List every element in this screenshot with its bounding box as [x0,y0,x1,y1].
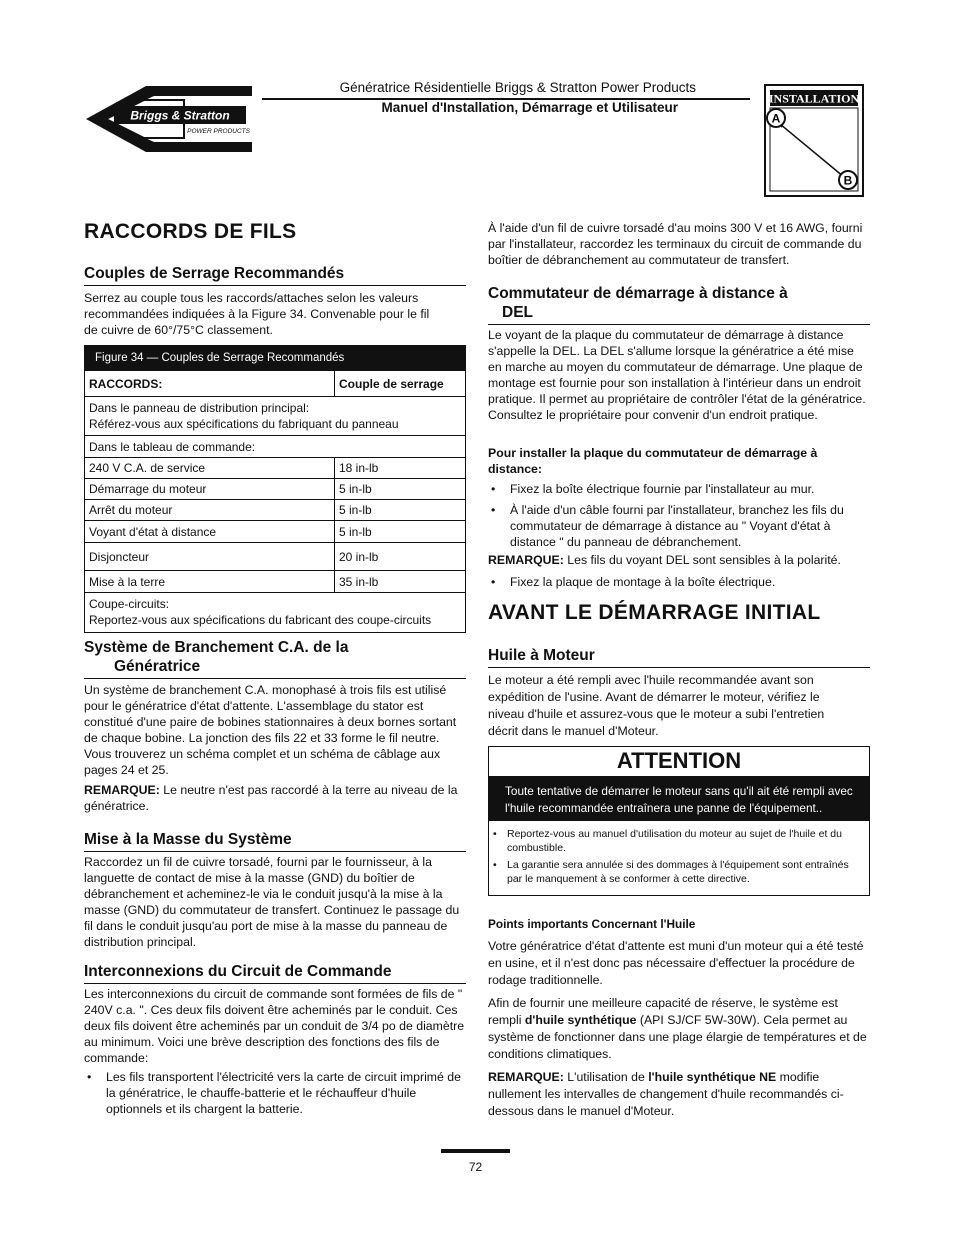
row-value: 35 in-lb [335,571,466,593]
points-text2 [488,995,870,1063]
header-subtitle: Manuel d'Installation, Démarrage et Utilisateur [381,100,678,115]
note-text: Les fils du voyant DEL sont sensibles à la polarité. [563,553,841,567]
heading-systeme-b: Génératrice [114,658,201,675]
heading-commutateur [488,284,870,325]
panel-line2: Référez-vous aux spécifications du fabriquant du panneau [89,417,399,431]
briggs-stratton-logo [84,84,254,154]
brand-name: Briggs & Stratton [130,108,230,123]
list-item: • Reportez-vous au manuel d'utilisation du moteur au sujet de l'huile et du combustible. [489,827,861,855]
commutateur-bullets [488,481,870,550]
row-value: 18 in-lb [335,458,466,479]
row-value: 5 in-lb [335,479,466,500]
list-item: • La garantie sera annulée si des dommages à l'équipement sont entraînés par le manquement à se conformer à cette directive. [489,858,861,886]
panel-line1: Dans le panneau de distribution principal: [89,401,310,415]
points-text2-a: Afin de fournir une meilleure capacité de réserve, le système est rempli [488,996,838,1027]
tableau-row: Dans le tableau de commande: [85,436,465,458]
list-item: • Fixez la boîte électrique fournie par l'installateur au mur. [488,481,870,497]
note-text: Le neutre n'est pas raccordé à la terre au niveau de la génératrice. [84,783,458,813]
note-c: modifie nullement les intervalles de changement d'huile recommandés ci-dessous dans le manuel d'Moteur. [488,1070,844,1118]
note-a: L'utilisation de [563,1070,649,1084]
attention-warning: Toute tentative de démarrer le moteur sans qu'il ait été rempli avec l'huile recommandée entraînera une panne de l'équipement.. [489,777,869,821]
heading-inter: Interconnexions du Circuit de Commande [84,962,466,984]
header-title: Génératrice Résidentielle Briggs & Stratton Power Products [339,80,696,95]
systeme-note [84,782,462,814]
coupe-row [85,593,465,632]
badge-title: INSTALLATION [768,91,860,106]
badge-a: A [771,111,781,126]
masse-text: Raccordez un fil de cuivre torsadé, fourni par le fournisseur, à la languette de contact de mise à la masse (GND) du boîtier de débranchement et acheminez-le via le conduit jusqu'à la mise à la masse (GND) du commutateur de transfert. Continuez le passage du fil dans le conduit jusqu'au port de mise à la masse du panneau de distribution principal. [84,855,460,949]
panel-row [85,397,465,436]
section-title-raccords: RACCORDS DE FILS [84,220,297,243]
couples-text: Serrez au couple tous les raccords/attaches selon les valeurs recommandées indiquées à la Figure 34. Convenable pour le fil de cuivre de 60°/75°C classement. [84,291,430,337]
col-header-couple: Couple de serrage [335,371,466,397]
attention-title: ATTENTION [489,747,869,777]
heading-systeme-a: Système de Branchement C.A. de la [84,639,349,656]
attention-box [488,746,870,896]
list-item: • Les fils transportent l'électricité vers la carte de circuit imprimé de la génératrice, le chauffe-batterie et le réchauffeur d'huile optionnels et ils chargent la batterie. [84,1069,466,1117]
huile-text: Le moteur a été rempli avec l'huile recommandée avant son expédition de l'usine. Avant de démarrer le moteur, vérifiez le niveau d'huile et assurez-vous que le moteur a subi l'entretien décrit dans le manuel d'Moteur. [488,673,825,738]
installation-badge [764,84,864,197]
row-value: 20 in-lb [335,543,466,571]
note-label: REMARQUE: [488,553,564,567]
row-label: Démarrage du moteur [85,479,335,500]
page-number: 72 [468,1160,483,1174]
heading-masse: Mise à la Masse du Système [84,830,466,852]
figure-caption: Figure 34 — Couples de Serrage Recommandés [85,346,465,370]
table-row [85,500,465,521]
note-b: l'huile synthétique NE [648,1070,777,1084]
commutateur-text: Le voyant de la plaque du commutateur de démarrage à distance s'appelle la DEL. La DEL s'allume lorsque la génératrice a été mise en marche au moyen du commutateur de démarrage. Une plaque de montage est fournie pour son installation à l'intérieur dans un endroit pratique. Il permet au propriétaire de contrôler l'état de la génératrice. Consultez le propriétaire pour convenir d'un endroit pratique. [488,328,866,422]
note-label: REMARQUE: [84,783,160,797]
row-label: Arrêt du moteur [85,500,335,521]
heading-systeme [84,638,466,679]
row-label: Disjoncteur [85,543,335,571]
row-label: 240 V C.A. de service [85,458,335,479]
list-item: • À l'aide d'un câble fourni par l'installateur, branchez les fils du commutateur de démarrage à distance au " Voyant d'état à distance " du panneau de débranchement. [488,502,870,550]
attention-bullets [489,821,869,895]
table-row [85,571,465,593]
table-row [85,458,465,479]
points-text2-c: (API SJ/CF 5W-30W). Cela permet au système de fonctionner dans une plage élargie de températures et de conditions climatiques. [488,1013,867,1061]
brand-tagline: POWER PRODUCTS [187,128,250,135]
row-value: 5 in-lb [335,521,466,543]
points-label: Points importants Concernant l'Huile [488,917,696,931]
col-header-raccords: RACCORDS: [85,371,335,397]
commutateur-bullets-2 [488,574,870,590]
footer-rule [441,1149,510,1153]
intro-text: À l'aide d'un fil de cuivre torsadé d'au moins 300 V et 16 AWG, fourni par l'installateur, raccordez les terminaux du circuit de commande du boîtier de débranchement au commutateur de transfert. [488,221,863,267]
inter-text: Les interconnexions du circuit de commande sont formées de fils de " 240V c.a. ". Ces deux fils doivent être acheminés par le conduit. Ces deux fils doivent être acheminés par un conduit de 3/4 po de diamètre au minimum. Voici une brève description des fonctions des fils de commande: [84,987,465,1065]
badge-b: B [843,173,853,188]
commutateur-note [488,552,870,568]
systeme-text: Un système de branchement C.A. monophasé à trois fils est utilisé pour le génératrice d'état d'attente. L'assemblage du stator est constitué d'une paire de bobines stationnaires à deux bornes sortant de chaque bobine. La jonction des fils 22 et 33 forme le fil neutre. Vous trouverez un schéma complet et un schéma de câblage aux pages 24 et 25. [84,683,457,777]
row-value: 5 in-lb [335,500,466,521]
inter-bullets [84,1069,466,1117]
points-text1: Votre génératrice d'état d'attente est muni d'un moteur qui a été testé en usine, et il n'est donc pas nécessaire d'effectuer la procédure de rodage traditionnelle. [488,939,864,987]
note-label: REMARQUE: [488,1070,564,1084]
coupe-line1: Coupe-circuits: [89,597,170,612]
row-label: Mise à la terre [85,571,335,593]
heading-couples: Couples de Serrage Recommandés [84,264,466,286]
table-row [85,543,465,571]
table-row [85,479,465,500]
heading-huile: Huile à Moteur [488,646,870,668]
heading-commutateur-a: Commutateur de démarrage à distance à [488,285,788,302]
points-text2-b: d'huile synthétique [524,1013,637,1027]
section-title-avant: AVANT LE DÉMARRAGE INITIAL [488,601,821,624]
points-note [488,1069,870,1120]
coupe-line2: Reportez-vous aux spécifications du fabricant des coupe-circuits [89,613,432,628]
row-label: Voyant d'état à distance [85,521,335,543]
install-label: Pour installer la plaque du commutateur de démarrage à distance: [488,446,818,476]
torque-table [84,345,466,633]
heading-commutateur-b: DEL [502,304,533,321]
table-row [85,521,465,543]
list-item: • Fixez la plaque de montage à la boîte électrique. [488,574,870,590]
